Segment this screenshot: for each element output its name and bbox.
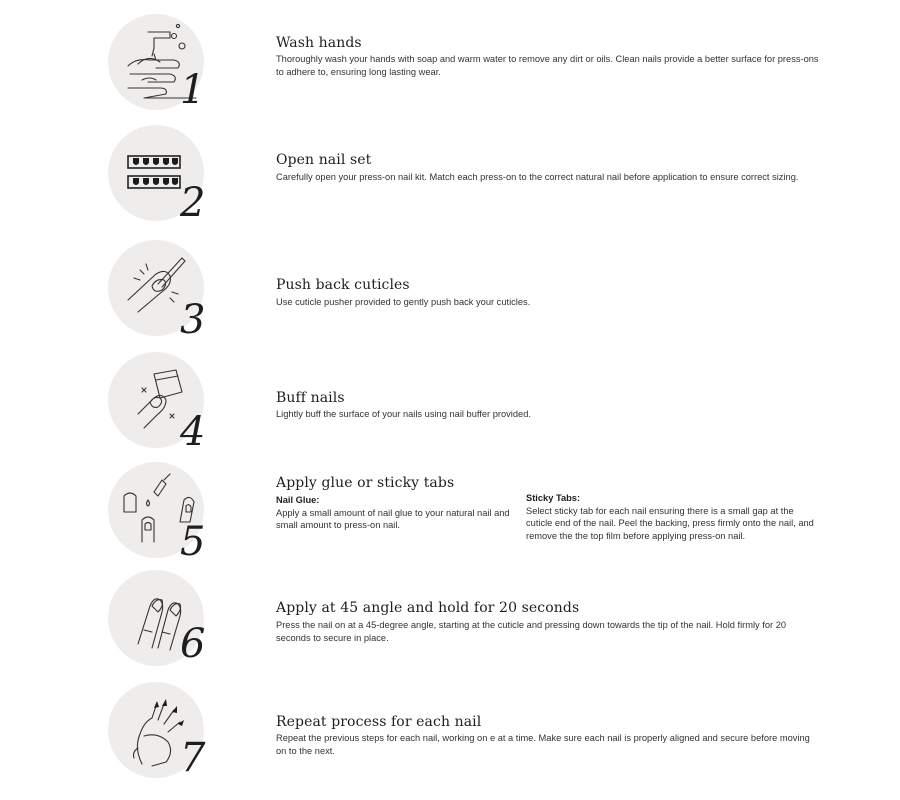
step-description: Carefully open your press-on nail kit. Match each press-on to the correct natural nail before application to ensure correct sizing.	[276, 172, 799, 182]
step-number: 1	[180, 67, 206, 113]
nail-glue-column	[276, 494, 514, 532]
step-number: 2	[180, 180, 206, 226]
sticky-tabs-column	[526, 492, 821, 542]
step-number: 7	[180, 735, 206, 781]
step-title: Wash hands	[276, 35, 362, 51]
step-title: Open nail set	[276, 152, 372, 168]
sticky-tabs-heading: Sticky Tabs:	[526, 493, 581, 503]
step-description: Thoroughly wash your hands with soap and warm water to remove any dirt or oils. Clean nails provide a better surface for press-ons to adhere to, ensuring long lasting wear.	[276, 54, 819, 77]
step-title: Buff nails	[276, 390, 345, 406]
step-number: 4	[180, 409, 206, 455]
step-title: Apply at 45 angle and hold for 20 seconds	[276, 600, 580, 616]
step-description: Press the nail on at a 45-degree angle, starting at the cuticle and pressing down towards the tip of the nail. Hold firmly for 20 seconds to secure in place.	[276, 620, 787, 643]
step-number: 3	[180, 297, 206, 343]
step-number: 5	[180, 519, 206, 565]
step-description: Repeat the previous steps for each nail, working on e at a time. Make sure each nail is properly aligned and secure before moving on to the next.	[276, 733, 810, 756]
nail-glue-heading: Nail Glue:	[276, 495, 320, 505]
step-description: Lightly buff the surface of your nails using nail buffer provided.	[276, 409, 531, 419]
nail-glue-text: Apply a small amount of nail glue to your natural nail and small amount to press-on nail.	[276, 507, 510, 530]
sticky-tabs-text: Select sticky tab for each nail ensuring there is a small gap at the cuticle end of the nail. Peel the backing, press firmly onto the nail, and remove the the top film before applying press-on nail.	[526, 505, 814, 541]
step-number: 6	[180, 621, 206, 667]
step-title: Apply glue or sticky tabs	[276, 475, 455, 491]
step-description: Use cuticle pusher provided to gently push back your cuticles.	[276, 297, 531, 307]
step-title: Repeat process for each nail	[276, 714, 482, 730]
step-title: Push back cuticles	[276, 277, 410, 293]
